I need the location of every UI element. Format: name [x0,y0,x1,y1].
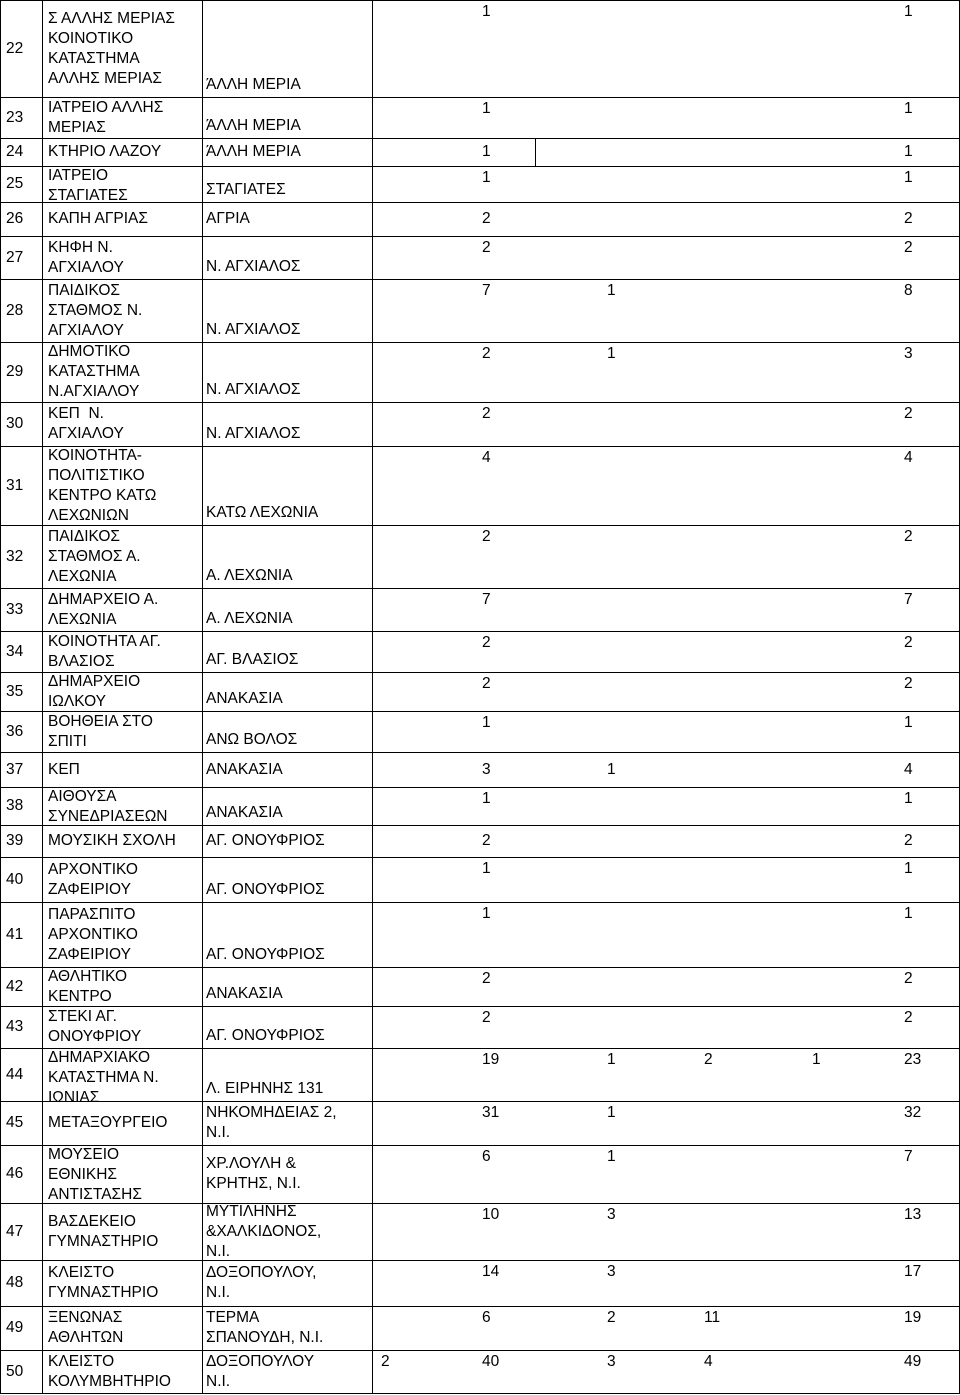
value-cell: 3 [482,760,491,778]
value-cell: 1 [607,345,616,362]
facility-location: ΑΝΑΚΑΣΙΑ [206,690,283,707]
grid-line [0,279,960,280]
value-cell: 3 [904,345,913,362]
facility-location: ΑΓ. ΟΝΟΥΦΡΙΟΣ [206,946,325,963]
value-cell: 1 [482,3,491,20]
value-cell: 1 [904,905,913,922]
facility-location: ΔΟΞΟΠΟΥΛΟΥ, Ν.Ι. [206,1264,317,1301]
row-number: 29 [6,363,24,380]
facility-name: ΚΑΠΗ ΑΓΡΙΑΣ [48,210,148,227]
facility-location: ΑΓ. ΟΝΟΥΦΡΙΟΣ [206,881,325,898]
facility-location: ΧΡ.ΛΟΥΛΗ & ΚΡΗΤΗΣ, Ν.Ι. [206,1155,301,1192]
value-cell: 2 [704,1051,713,1068]
grid-line [0,752,960,753]
facility-name: ΜΟΥΣΕΙΟ ΕΘΝΙΚΗΣ ΑΝΤΙΣΤΑΣΗΣ [48,1146,142,1203]
grid-line [0,1393,960,1394]
facility-location: ΆΛΛΗ ΜΕΡΙΑ [206,117,301,134]
value-cell: 1 [482,100,491,117]
value-cell: 1 [904,100,913,117]
value-cell: 32 [904,1104,922,1121]
facility-name: ΒΑΣΔΕΚΕΙΟ ΓΥΜΝΑΣΤΗΡΙΟ [48,1212,159,1250]
facility-name: ΚΛΕΙΣΤΟ ΚΟΛΥΜΒΗΤΗΡΙΟ [48,1352,171,1390]
facility-name: ΒΟΗΘΕΙΑ ΣΤΟ ΣΠΙΤΙ [48,712,153,750]
value-cell: 7 [482,282,491,299]
row-number: 23 [6,108,24,126]
value-cell: 2 [904,634,913,651]
row-number: 31 [6,476,24,494]
row-number: 47 [6,1222,24,1240]
grid-line [0,857,960,858]
row-number: 41 [6,925,24,943]
facility-name: ΚΗΦΗ Ν. ΑΓΧΙΑΛΟΥ [48,238,124,276]
value-cell: 3 [607,1353,616,1370]
facility-name: ΞΕΝΩΝΑΣ ΑΘΛΗΤΩΝ [48,1309,124,1346]
value-cell: 1 [904,169,913,186]
grid-line [0,138,960,139]
row-number: 34 [6,642,24,660]
facility-name: ΚΟΙΝΟΤΗΤΑ ΑΓ. ΒΛΑΣΙΟΣ [48,632,161,670]
value-cell: 1 [904,3,913,20]
value-cell: 2 [904,239,913,256]
value-cell: 4 [482,449,491,466]
row-number: 24 [6,143,24,160]
row-number: 44 [6,1065,24,1083]
row-number: 35 [6,682,24,700]
grid-line [0,672,960,673]
row-number: 49 [6,1319,24,1336]
row-number: 30 [6,415,24,432]
row-number: 50 [6,1362,24,1380]
facility-name: ΠΑΡΑΣΠΙΤΟ ΑΡΧΟΝΤΙΚΟ ΖΑΦΕΙΡΙΟΥ [48,905,138,963]
grid-line [0,0,960,1]
value-cell: 7 [904,1148,913,1165]
facility-name: ΔΗΜΑΡΧΙΑΚΟ ΚΑΤΑΣΤΗΜΑ Ν. ΙΩΝΙΑΣ [48,1049,159,1106]
value-cell: 1 [607,1104,616,1121]
value-cell: 1 [482,860,491,877]
facility-name: ΣΤΕΚΙ ΑΓ. ΟΝΟΥΦΡΙΟΥ [48,1008,142,1045]
value-cell: 4 [904,760,913,778]
facility-name: ΙΑΤΡΕΙΟ ΣΤΑΓΙΑΤΕΣ [48,167,128,204]
row-number: 22 [6,39,24,57]
row-number: 26 [6,210,24,227]
value-cell: 1 [482,169,491,186]
row-number: 32 [6,547,24,565]
facility-name: ΚΕΠ [48,760,80,778]
facility-location: Α. ΛΕΧΩΝΙΑ [206,567,293,584]
value-cell: 2 [904,210,913,227]
facility-location: ΜΥΤΙΛΗΝΗΣ &ΧΑΛΚΙΔΟΝΟΣ, Ν.Ι. [206,1202,322,1260]
value-cell: 2 [482,832,491,849]
row-number: 39 [6,832,24,849]
grid-line [0,902,960,903]
row-number: 28 [6,301,24,319]
value-cell: 6 [482,1309,491,1326]
facility-name: ΔΗΜΟΤΙΚΟ ΚΑΤΑΣΤΗΜΑ Ν.ΑΓΧΙΑΛΟΥ [48,343,140,400]
grid-line [0,0,1,1393]
facility-location: Ν. ΑΓΧΙΑΛΟΣ [206,321,301,338]
facility-location: Α. ΛΕΧΩΝΙΑ [206,610,293,627]
facility-location: ΆΛΛΗ ΜΕΡΙΑ [206,143,301,160]
value-cell: 1 [904,790,913,807]
value-cell: 2 [482,405,491,422]
facility-location: ΑΓ. ΟΝΟΥΦΡΙΟΣ [206,1027,325,1044]
row-number: 27 [6,248,24,266]
facility-location: ΝΗΚΟΜΗΔΕΙΑΣ 2, Ν.Ι. [206,1104,337,1141]
facility-location: ΆΛΛΗ ΜΕΡΙΑ [206,76,301,93]
value-cell: 1 [607,1051,616,1068]
value-cell: 3 [607,1263,616,1280]
value-cell: 1 [904,714,913,731]
row-number: 25 [6,175,24,192]
value-cell: 2 [482,239,491,256]
facility-location: Ν. ΑΓΧΙΑΛΟΣ [206,425,301,442]
grid-line [0,342,960,343]
facility-location: ΑΓ. ΒΛΑΣΙΟΣ [206,651,299,668]
value-cell: 3 [607,1206,616,1223]
row-number: 46 [6,1165,24,1182]
value-cell: 7 [904,591,913,608]
value-cell: 1 [482,790,491,807]
facility-location: ΑΝΑΚΑΣΙΑ [206,760,283,778]
grid-line [372,0,373,1393]
facility-name: ΙΑΤΡΕΙΟ ΑΛΛΗΣ ΜΕΡΙΑΣ [48,98,164,136]
value-cell: 2 [482,1009,491,1026]
value-cell: 11 [704,1309,721,1326]
grid-line [0,236,960,237]
row-number: 43 [6,1018,24,1035]
facility-location: ΑΓΡΙΑ [206,210,250,227]
grid-line [0,166,960,167]
facility-location: ΑΓ. ΟΝΟΥΦΡΙΟΣ [206,832,325,849]
value-cell: 2 [482,634,491,651]
value-cell: 13 [904,1206,922,1223]
value-cell: 2 [482,528,491,545]
value-cell: 2 [904,528,913,545]
value-cell: 1 [812,1051,821,1068]
grid-line [0,967,960,968]
value-cell: 1 [607,1148,616,1165]
facility-name: ΜΟΥΣΙΚΗ ΣΧΟΛΗ [48,832,176,849]
value-cell: 2 [904,1009,913,1026]
facility-location: ΣΤΑΓΙΑΤΕΣ [206,181,286,198]
facility-name: ΔΗΜΑΡΧΕΙΟ ΙΩΛΚΟΥ [48,673,141,710]
value-cell: 2 [381,1353,390,1370]
facility-location: Λ. ΕΙΡΗΝΗΣ 131 [206,1080,324,1097]
row-number: 48 [6,1274,24,1291]
facility-name: ΑΙΘΟΥΣΑ ΣΥΝΕΔΡΙΑΣΕΩΝ [48,788,168,825]
facility-name: ΚΕΠ Ν. ΑΓΧΙΑΛΟΥ [48,405,124,442]
facility-location: Ν. ΑΓΧΙΑΛΟΣ [206,381,301,398]
grid-line [0,1260,960,1261]
value-cell: 2 [482,345,491,362]
facility-location: ΑΝΩ ΒΟΛΟΣ [206,731,298,748]
value-cell: 31 [482,1104,500,1121]
row-number: 38 [6,797,24,814]
row-number: 45 [6,1114,24,1131]
facility-location: ΑΝΑΚΑΣΙΑ [206,985,283,1002]
grid-line [0,1306,960,1307]
facility-name: ΔΗΜΑΡΧΕΙΟ Α. ΛΕΧΩΝΙΑ [48,590,159,628]
value-cell: 2 [904,832,913,849]
grid-line [42,0,43,1393]
value-cell: 1 [904,143,913,160]
value-cell: 2 [904,970,913,987]
facility-name: ΜΕΤΑΞΟΥΡΓΕΙΟ [48,1114,168,1131]
facility-name: Σ ΑΛΛΗΣ ΜΕΡΙΑΣ ΚΟΙΝΟΤΙΚΟ ΚΑΤΑΣΤΗΜΑ ΑΛΛΗΣ ΜΕΡΙΑΣ [48,9,175,87]
value-cell: 2 [607,1309,616,1326]
value-cell: 40 [482,1353,500,1370]
facility-location: ΔΟΞΟΠΟΥΛΟΥ Ν.Ι. [206,1352,315,1390]
value-cell: 2 [904,405,913,422]
value-cell: 1 [607,760,616,778]
row-number: 37 [6,760,24,778]
facility-name: ΠΑΙΔΙΚΟΣ ΣΤΑΘΜΟΣ Ν. ΑΓΧΙΑΛΟΥ [48,281,143,339]
facility-location: ΚΑΤΩ ΛΕΧΩΝΙΑ [206,504,319,521]
row-number: 40 [6,870,24,888]
value-cell: 7 [482,591,491,608]
value-cell: 19 [482,1051,500,1068]
value-cell: 6 [482,1148,491,1165]
facility-location: ΑΝΑΚΑΣΙΑ [206,804,283,821]
facility-name: ΚΤΗΡΙΟ ΛΑΖΟΥ [48,143,162,160]
value-cell: 2 [482,675,491,692]
value-cell: 2 [904,675,913,692]
value-cell: 4 [904,449,913,466]
facility-name: ΚΟΙΝΟΤΗΤΑ- ΠΟΛΙΤΙΣΤΙΚΟ ΚΕΝΤΡΟ ΚΑΤΩ ΛΕΧΩΝΙΩΝ [48,447,157,524]
grid-line [0,1145,960,1146]
value-cell: 8 [904,282,913,299]
value-cell: 14 [482,1263,500,1280]
grid-line [0,1203,960,1204]
value-cell: 2 [482,970,491,987]
value-cell: 1 [904,860,913,877]
grid-line [0,1006,960,1007]
facility-name: ΠΑΙΔΙΚΟΣ ΣΤΑΘΜΟΣ Α. ΛΕΧΩΝΙΑ [48,527,141,585]
row-number: 36 [6,722,24,740]
grid-line [535,138,536,166]
row-number: 33 [6,600,24,618]
value-cell: 1 [482,905,491,922]
value-cell: 2 [482,210,491,227]
facility-name: ΚΛΕΙΣΤΟ ΓΥΜΝΑΣΤΗΡΙΟ [48,1264,159,1301]
value-cell: 4 [704,1353,713,1370]
facility-location: Ν. ΑΓΧΙΑΛΟΣ [206,258,301,275]
value-cell: 1 [482,143,491,160]
facility-location: ΤΕΡΜΑ ΣΠΑΝΟΥΔΗ, Ν.Ι. [206,1309,324,1346]
value-cell: 17 [904,1263,922,1280]
grid-line [202,0,203,1393]
row-number: 42 [6,977,24,995]
value-cell: 23 [904,1051,922,1068]
facility-name: ΑΘΛΗΤΙΚΟ ΚΕΝΤΡΟ [48,968,128,1005]
grid-line [0,202,960,203]
value-cell: 19 [904,1309,922,1326]
value-cell: 1 [482,714,491,731]
grid-line [0,402,960,403]
value-cell: 10 [482,1206,500,1223]
facility-name: ΑΡΧΟΝΤΙΚΟ ΖΑΦΕΙΡΙΟΥ [48,860,138,898]
value-cell: 1 [607,282,616,299]
value-cell: 49 [904,1353,922,1370]
